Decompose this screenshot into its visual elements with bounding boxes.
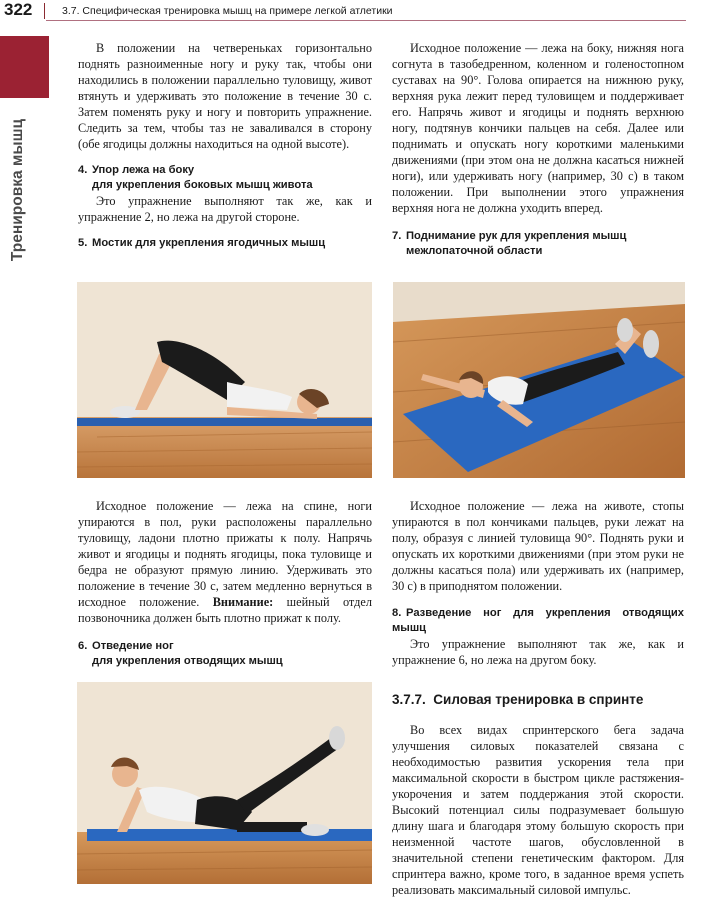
exercise-5-number: 5.: [78, 237, 88, 249]
exercise-7-subtitle: межлопаточной области: [406, 245, 543, 257]
exercise-7-text: Исходное положение — лежа на животе, стопы упираются в пол кончиками пальцев, руки лежат на полу, образуя с линией туловища 90°. Поднять руки и опускать их короткими движениями (при этом руки не должны касаться пола) или удерживать их (например, 30 с) в приподнятом положении.: [392, 499, 684, 593]
exercise-4-title: Упор лежа на боку: [92, 164, 195, 176]
right-column-bottom: [392, 498, 684, 898]
exercise-7-title: Поднимание рук для укрепления мышц: [406, 230, 627, 242]
exercise-7-heading: [392, 229, 684, 259]
exercise-8-number: 8.: [392, 607, 402, 619]
page-number: 322: [4, 0, 33, 19]
exercise-5-description: Исходное положение — лежа на спине, ноги упираются в пол, руки расположены параллельно туловищу, ладони плотно прижаты к полу. Напрячь живот и ягодицы и поднять ягодицы, пока туловище и бедра не образуют прямую линию. Удерживать это положение в течение 30 с, затем медленно вернуться в исходное положение.: [78, 499, 372, 609]
side-tab: [3, 100, 33, 280]
arm-raise-illustration: [393, 282, 685, 478]
side-tab-label: Тренировка мышц: [9, 118, 26, 262]
exercise-8-text: Это упражнение выполняют так же, как и упражнение 6, но лежа на другом боку.: [392, 637, 684, 667]
arm-raise-photo: [393, 282, 685, 478]
bridge-exercise-photo: [77, 282, 372, 478]
exercise-6-title: Отведение ног: [92, 640, 174, 652]
leg-abduction-photo: [77, 682, 372, 884]
exercise-4-heading: [78, 163, 372, 193]
right-column-top: [392, 40, 684, 259]
attention-label: Внимание:: [212, 595, 274, 609]
section-number: 3.7.7.: [392, 692, 426, 707]
side-accent-block: [0, 36, 49, 98]
bridge-illustration: [77, 282, 372, 478]
exercise-4-text: Это упражнение выполняют так же, как и упражнение 2, но лежа на другой стороне.: [78, 194, 372, 224]
exercise-6-number: 6.: [78, 640, 88, 652]
section-text: Во всех видах спринтерского бега задача улучшения силовых показателей связана с необходимостью развития ускорения тела при максимальной скорости в быстром цикле растяжения-укорочения и затем поддержания этой скорости. Высокий потенциал силы подразумевает большую длину шага и благодаря этому большую скорость при неизменной частоте шагов, обусловленной в значительной степени генетическим фактором. Для спринтера важно, кроме того, в заданное время успеть реализовать максимальный силовой импульс.: [392, 723, 684, 897]
exercise-5-text: [78, 498, 372, 626]
exercise-8-title: Разведение ног для укрепления отводящих мышц: [392, 607, 684, 634]
exercise-8-heading: [392, 606, 684, 636]
exercise-7-number: 7.: [392, 230, 402, 242]
exercise-6-text: Исходное положение — лежа на боку, нижняя нога согнута в тазобедренном, коленном и голеностопном суставах на 90°. Голова опирается на нижнюю руку, верхняя рука лежит перед туловищем и поддерживает его. Напрячь живот и ягодицы и поднять верхнюю ногу, подтянув кончики пальцев на себя. Далее или поднимать и опускать ногу короткими маленькими движениями (при этом она не должна касаться нижней ноги), или удерживать ногу (например, 30 с) в таком положении. При выполнении этого упражнения верхняя нога не должна уходить вперед.: [392, 41, 684, 215]
exercise-5-title: Мостик для укрепления ягодичных мышц: [92, 237, 326, 249]
exercise-6-heading: [78, 639, 372, 669]
left-column-middle: [78, 498, 372, 669]
header-rule: [46, 20, 686, 21]
attention-text: шейный отдел позвоночника должен быть плотно прижат к полу.: [78, 595, 372, 625]
exercise-4-subtitle: для укрепления боковых мышц живота: [92, 179, 313, 191]
left-column-top: [78, 40, 372, 251]
header-separator: [44, 3, 45, 19]
exercise-5-heading: [78, 236, 372, 251]
leg-abduction-illustration: [77, 682, 372, 884]
page-header: [0, 0, 704, 22]
exercise-4-number: 4.: [78, 164, 88, 176]
section-title: Силовая тренировка в спринте: [433, 692, 644, 707]
running-title: 3.7. Специфическая тренировка мышц на примере легкой атлетики: [62, 5, 393, 17]
section-heading: [392, 692, 684, 708]
intro-paragraph: В положении на четвереньках горизонтально поднять разноименные ногу и руку так, чтобы они находились в положении параллельно туловищу, живот втянуть и удерживать это положение в течение 30 с. Затем поменять руку и ногу и повторить упражнение. Следить за тем, чтобы таз не заваливался в сторону (обе ягодицы должны находиться на одной высоте).: [78, 41, 372, 151]
exercise-6-subtitle: для укрепления отводящих мышц: [92, 655, 283, 667]
